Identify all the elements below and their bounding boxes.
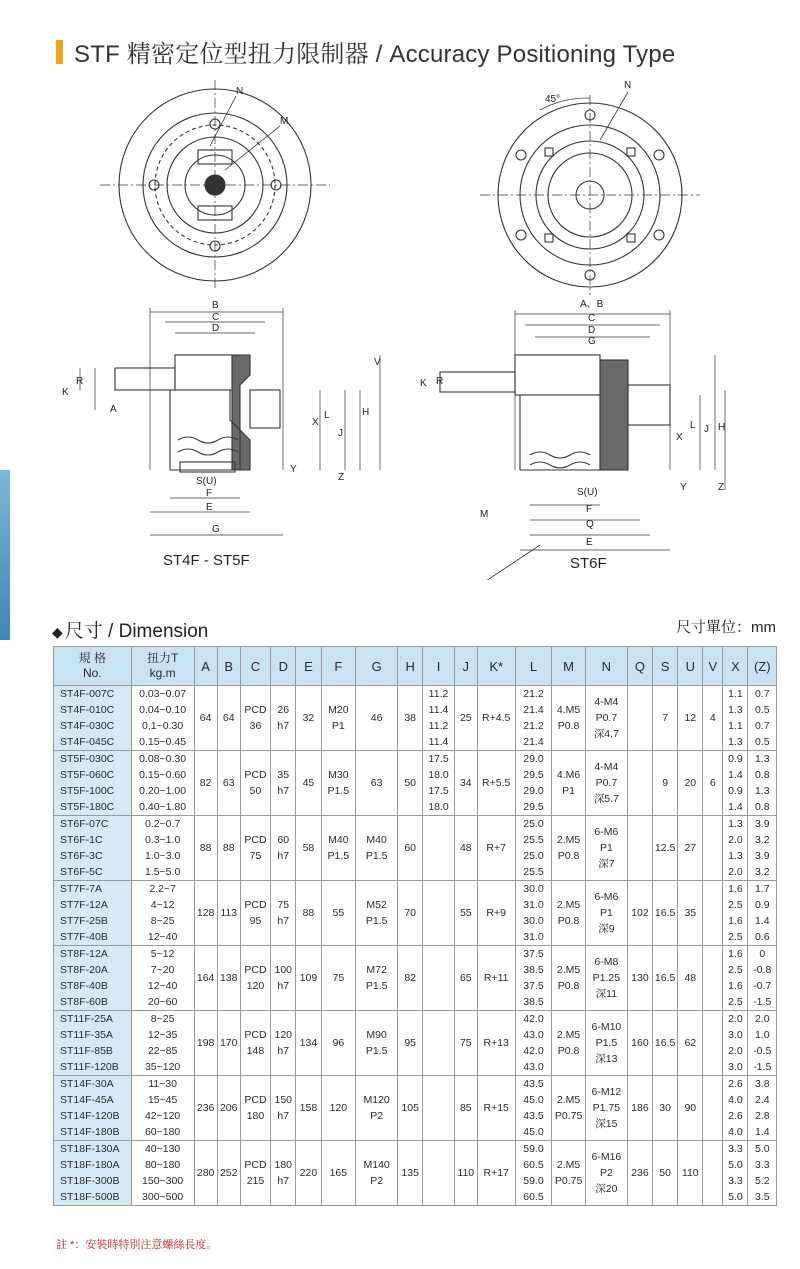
page-title: STF 精密定位型扭力限制器 / Accuracy Positioning Type bbox=[74, 41, 676, 68]
st4f-front-view bbox=[100, 80, 330, 290]
technical-drawings bbox=[0, 70, 800, 580]
torque-cell: 2.2~7 4~12 8~25 12~40 bbox=[131, 881, 194, 946]
st6f-side-view bbox=[440, 310, 725, 580]
cell-v bbox=[703, 881, 723, 946]
cell-v bbox=[703, 1011, 723, 1076]
cell-e: 158 bbox=[296, 1076, 321, 1141]
cell-j: 85 bbox=[454, 1076, 477, 1141]
label-f-right: F bbox=[586, 504, 593, 515]
column-header: Q bbox=[627, 647, 652, 686]
cell-e: 109 bbox=[296, 946, 321, 1011]
cell-k: R+4.5 bbox=[477, 686, 515, 751]
cell-s: 12.5 bbox=[653, 816, 678, 881]
column-header: E bbox=[296, 647, 321, 686]
cell-c: PCD 95 bbox=[240, 881, 270, 946]
cell-h: 60 bbox=[398, 816, 423, 881]
cell-m: 2.M5 P0.8 bbox=[552, 816, 586, 881]
column-header: J bbox=[454, 647, 477, 686]
dimension-table bbox=[53, 646, 777, 1206]
cell-g: M72 P1.5 bbox=[356, 946, 398, 1011]
cell-b: 113 bbox=[217, 881, 240, 946]
cell-u: 48 bbox=[678, 946, 703, 1011]
cell-n: 6-M6 P1 深7 bbox=[585, 816, 627, 881]
cell-g: M40 P1.5 bbox=[356, 816, 398, 881]
cell-h: 135 bbox=[398, 1141, 423, 1206]
cell-s: 16.5 bbox=[653, 946, 678, 1011]
cell-a: 236 bbox=[194, 1076, 217, 1141]
label-m-right: M bbox=[480, 509, 489, 520]
cell-z: 3.8 2.4 2.8 1.4 bbox=[748, 1076, 777, 1141]
table-row bbox=[54, 1141, 777, 1206]
label-f-left: F bbox=[206, 488, 213, 499]
label-q-right: Q bbox=[586, 519, 594, 530]
cell-k: R+9 bbox=[477, 881, 515, 946]
cell-s: 16.5 bbox=[653, 881, 678, 946]
torque-cell: 40~130 80~180 150~300 300~500 bbox=[131, 1141, 194, 1206]
column-header: 扭力T kg.m bbox=[131, 647, 194, 686]
cell-n: 4-M4 P0.7 深5.7 bbox=[585, 751, 627, 816]
cell-l: 42.0 43.0 42.0 43.0 bbox=[515, 1011, 552, 1076]
cell-c: PCD 75 bbox=[240, 816, 270, 881]
cell-d: 100 h7 bbox=[271, 946, 296, 1011]
cell-k: R+15 bbox=[477, 1076, 515, 1141]
column-header: 規 格 No. bbox=[54, 647, 132, 686]
label-k-left: K bbox=[62, 387, 69, 398]
cell-z: 1.3 0.8 1.3 0.8 bbox=[748, 751, 777, 816]
label-j-left: J bbox=[338, 428, 343, 439]
cell-n: 6-M6 P1 深9 bbox=[585, 881, 627, 946]
column-header: B bbox=[217, 647, 240, 686]
table-row bbox=[54, 816, 777, 881]
table-row bbox=[54, 751, 777, 816]
cell-a: 128 bbox=[194, 881, 217, 946]
column-header: V bbox=[703, 647, 723, 686]
cell-c: PCD 148 bbox=[240, 1011, 270, 1076]
label-z-right: Z bbox=[718, 482, 725, 493]
label-n-left: N bbox=[236, 86, 244, 97]
cell-k: R+13 bbox=[477, 1011, 515, 1076]
cell-e: 32 bbox=[296, 686, 321, 751]
cell-b: 252 bbox=[217, 1141, 240, 1206]
cell-d: 75 h7 bbox=[271, 881, 296, 946]
cell-g: M52 P1.5 bbox=[356, 881, 398, 946]
column-header: A bbox=[194, 647, 217, 686]
cell-g: M140 P2 bbox=[356, 1141, 398, 1206]
cell-q: 236 bbox=[627, 1141, 652, 1206]
column-header: K* bbox=[477, 647, 515, 686]
cell-v bbox=[703, 816, 723, 881]
cell-f: M30 P1.5 bbox=[321, 751, 356, 816]
label-n-right: N bbox=[624, 80, 632, 91]
model-cell: ST14F-30A ST14F-45A ST14F-120B ST14F-180B bbox=[54, 1076, 132, 1141]
cell-d: 26 h7 bbox=[271, 686, 296, 751]
column-header: M bbox=[552, 647, 586, 686]
torque-cell: 5~12 7~20 12~40 20~60 bbox=[131, 946, 194, 1011]
cell-j: 34 bbox=[454, 751, 477, 816]
footnote: 註 *：安裝時特別注意螺絲長度。 bbox=[56, 1239, 218, 1251]
cell-m: 4.M6 P1 bbox=[552, 751, 586, 816]
label-45-right: 45° bbox=[545, 94, 561, 105]
column-header: L bbox=[515, 647, 552, 686]
torque-cell: 8~25 12~35 22~85 35~120 bbox=[131, 1011, 194, 1076]
label-k-right: K bbox=[420, 378, 427, 389]
label-e-left: E bbox=[206, 502, 213, 513]
cell-s: 9 bbox=[653, 751, 678, 816]
cell-l: 29.0 29.5 29.0 29.5 bbox=[515, 751, 552, 816]
label-l-right: L bbox=[690, 420, 696, 431]
table-row bbox=[54, 686, 777, 751]
cell-s: 50 bbox=[653, 1141, 678, 1206]
cell-e: 220 bbox=[296, 1141, 321, 1206]
cell-i: 11.2 11.4 11.2 11.4 bbox=[423, 686, 454, 751]
cell-n: 6-M10 P1.5 深13 bbox=[585, 1011, 627, 1076]
table-row bbox=[54, 1011, 777, 1076]
column-header: (Z) bbox=[748, 647, 777, 686]
cell-d: 35 h7 bbox=[271, 751, 296, 816]
st4f-side-view bbox=[80, 308, 380, 535]
cell-b: 170 bbox=[217, 1011, 240, 1076]
model-cell: ST18F-130A ST18F-180A ST18F-300B ST18F-500B bbox=[54, 1141, 132, 1206]
section-heading bbox=[52, 616, 208, 643]
cell-f: M40 P1.5 bbox=[321, 816, 356, 881]
column-header: G bbox=[356, 647, 398, 686]
label-g-left: G bbox=[212, 524, 220, 535]
cell-d: 60 h7 bbox=[271, 816, 296, 881]
label-su-left: S(U) bbox=[196, 476, 217, 487]
cell-l: 25.0 25.5 25.0 25.5 bbox=[515, 816, 552, 881]
cell-v bbox=[703, 1141, 723, 1206]
cell-x: 2.6 4.0 2.6 4.0 bbox=[723, 1076, 748, 1141]
cell-e: 134 bbox=[296, 1011, 321, 1076]
column-header: I bbox=[423, 647, 454, 686]
caption-st4f-st5f: ST4F - ST5F bbox=[163, 552, 250, 569]
cell-a: 280 bbox=[194, 1141, 217, 1206]
label-d-left: D bbox=[212, 323, 220, 334]
cell-m: 4.M5 P0.8 bbox=[552, 686, 586, 751]
label-h-left: H bbox=[362, 407, 370, 418]
cell-u: 27 bbox=[678, 816, 703, 881]
cell-i bbox=[423, 946, 454, 1011]
cell-n: 6-M16 P2 深20 bbox=[585, 1141, 627, 1206]
cell-h: 82 bbox=[398, 946, 423, 1011]
label-v-left: V bbox=[374, 357, 381, 368]
table-header-row bbox=[54, 647, 777, 686]
model-cell: ST8F-12A ST8F-20A ST8F-40B ST8F-60B bbox=[54, 946, 132, 1011]
units-label: 尺寸單位：mm bbox=[676, 619, 776, 636]
label-l-left: L bbox=[324, 410, 330, 421]
cell-j: 65 bbox=[454, 946, 477, 1011]
cell-x: 2.0 3.0 2.0 3.0 bbox=[723, 1011, 748, 1076]
label-b-left: B bbox=[212, 300, 219, 311]
cell-g: 63 bbox=[356, 751, 398, 816]
cell-n: 6-M12 P1.75 深15 bbox=[585, 1076, 627, 1141]
st6f-front-view bbox=[480, 92, 700, 295]
cell-i bbox=[423, 1141, 454, 1206]
cell-b: 88 bbox=[217, 816, 240, 881]
caption-st6f: ST6F bbox=[570, 555, 607, 572]
cell-z: 2.0 1.0 -0.5 -1.5 bbox=[748, 1011, 777, 1076]
cell-v bbox=[703, 946, 723, 1011]
cell-l: 21.2 21.4 21.2 21.4 bbox=[515, 686, 552, 751]
cell-a: 164 bbox=[194, 946, 217, 1011]
cell-d: 180 h7 bbox=[271, 1141, 296, 1206]
cell-l: 43.5 45.0 43.5 45.0 bbox=[515, 1076, 552, 1141]
cell-x: 1.3 2.0 1.3 2.0 bbox=[723, 816, 748, 881]
label-d-right: D bbox=[588, 325, 596, 336]
label-r-left: R bbox=[76, 376, 84, 387]
title-accent-bar bbox=[56, 40, 63, 64]
cell-h: 70 bbox=[398, 881, 423, 946]
cell-k: R+17 bbox=[477, 1141, 515, 1206]
model-cell: ST6F-07C ST6F-1C ST6F-3C ST6F-5C bbox=[54, 816, 132, 881]
cell-e: 58 bbox=[296, 816, 321, 881]
cell-x: 1.6 2.5 1.6 2.5 bbox=[723, 881, 748, 946]
label-y-left: Y bbox=[290, 464, 297, 475]
torque-cell: 0.08~0.30 0.15~0.60 0.20~1.00 0.40~1.80 bbox=[131, 751, 194, 816]
cell-m: 2.M5 P0.8 bbox=[552, 881, 586, 946]
cell-v bbox=[703, 1076, 723, 1141]
label-a-left: A bbox=[110, 404, 117, 415]
cell-n: 4-M4 P0.7 深4.7 bbox=[585, 686, 627, 751]
cell-d: 150 h7 bbox=[271, 1076, 296, 1141]
cell-b: 63 bbox=[217, 751, 240, 816]
cell-f: 75 bbox=[321, 946, 356, 1011]
model-cell: ST11F-25A ST11F-35A ST11F-85B ST11F-120B bbox=[54, 1011, 132, 1076]
cell-e: 88 bbox=[296, 881, 321, 946]
cell-g: M90 P1.5 bbox=[356, 1011, 398, 1076]
label-y-right: Y bbox=[680, 482, 687, 493]
cell-z: 5.0 3.3 5.2 3.5 bbox=[748, 1141, 777, 1206]
cell-z: 3.9 3.2 3.9 3.2 bbox=[748, 816, 777, 881]
cell-e: 45 bbox=[296, 751, 321, 816]
cell-f: 55 bbox=[321, 881, 356, 946]
cell-u: 110 bbox=[678, 1141, 703, 1206]
column-header: F bbox=[321, 647, 356, 686]
cell-q bbox=[627, 816, 652, 881]
cell-d: 120 h7 bbox=[271, 1011, 296, 1076]
label-r-right: R bbox=[436, 376, 444, 387]
cell-f: 120 bbox=[321, 1076, 356, 1141]
cell-q: 102 bbox=[627, 881, 652, 946]
label-z-left: Z bbox=[338, 472, 345, 483]
cell-k: R+5.5 bbox=[477, 751, 515, 816]
cell-j: 75 bbox=[454, 1011, 477, 1076]
cell-n: 6-M8 P1.25 深11 bbox=[585, 946, 627, 1011]
model-cell: ST7F-7A ST7F-12A ST7F-25B ST7F-40B bbox=[54, 881, 132, 946]
torque-cell: 0.2~0.7 0.3~1.0 1.0~3.0 1.5~5.0 bbox=[131, 816, 194, 881]
cell-u: 35 bbox=[678, 881, 703, 946]
cell-s: 7 bbox=[653, 686, 678, 751]
column-header: C bbox=[240, 647, 270, 686]
cell-h: 38 bbox=[398, 686, 423, 751]
cell-f: M20 P1 bbox=[321, 686, 356, 751]
cell-s: 16.5 bbox=[653, 1011, 678, 1076]
cell-c: PCD 36 bbox=[240, 686, 270, 751]
cell-k: R+7 bbox=[477, 816, 515, 881]
cell-h: 105 bbox=[398, 1076, 423, 1141]
cell-i bbox=[423, 1011, 454, 1076]
cell-i: 17.5 18.0 17.5 18.0 bbox=[423, 751, 454, 816]
label-ab-right: A、B bbox=[580, 299, 604, 310]
cell-x: 1.1 1.3 1.1 1.3 bbox=[723, 686, 748, 751]
cell-h: 50 bbox=[398, 751, 423, 816]
table-row bbox=[54, 1076, 777, 1141]
cell-j: 110 bbox=[454, 1141, 477, 1206]
label-e-right: E bbox=[586, 537, 593, 548]
cell-x: 3.3 5.0 3.3 5.0 bbox=[723, 1141, 748, 1206]
cell-h: 95 bbox=[398, 1011, 423, 1076]
cell-l: 59.0 60.5 59.0 60.5 bbox=[515, 1141, 552, 1206]
cell-u: 12 bbox=[678, 686, 703, 751]
label-h-right: H bbox=[718, 422, 726, 433]
cell-a: 64 bbox=[194, 686, 217, 751]
cell-x: 1.6 2.5 1.6 2.5 bbox=[723, 946, 748, 1011]
diamond-icon: ◆ bbox=[52, 624, 63, 640]
cell-m: 2.M5 P0.8 bbox=[552, 1011, 586, 1076]
label-x-left: X bbox=[312, 417, 319, 428]
cell-z: 0 -0.8 -0.7 -1.5 bbox=[748, 946, 777, 1011]
cell-g: 46 bbox=[356, 686, 398, 751]
cell-j: 55 bbox=[454, 881, 477, 946]
cell-m: 2.M5 P0.75 bbox=[552, 1141, 586, 1206]
cell-z: 1.7 0.9 1.4 0.6 bbox=[748, 881, 777, 946]
cell-l: 30.0 31.0 30.0 31.0 bbox=[515, 881, 552, 946]
model-cell: ST5F-030C ST5F-060C ST5F-100C ST5F-180C bbox=[54, 751, 132, 816]
cell-z: 0.7 0.5 0.7 0.5 bbox=[748, 686, 777, 751]
column-header: U bbox=[678, 647, 703, 686]
model-cell: ST4F-007C ST4F-010C ST4F-030C ST4F-045C bbox=[54, 686, 132, 751]
cell-c: PCD 180 bbox=[240, 1076, 270, 1141]
cell-q bbox=[627, 751, 652, 816]
torque-cell: 11~30 15~45 42~120 60~180 bbox=[131, 1076, 194, 1141]
cell-s: 30 bbox=[653, 1076, 678, 1141]
cell-i bbox=[423, 816, 454, 881]
column-header: N bbox=[585, 647, 627, 686]
cell-u: 90 bbox=[678, 1076, 703, 1141]
label-c-left: C bbox=[212, 312, 220, 323]
cell-v: 4 bbox=[703, 686, 723, 751]
cell-c: PCD 50 bbox=[240, 751, 270, 816]
section-heading-text: 尺寸 / Dimension bbox=[64, 621, 209, 642]
cell-c: PCD 215 bbox=[240, 1141, 270, 1206]
label-x-right: X bbox=[676, 432, 683, 443]
cell-u: 62 bbox=[678, 1011, 703, 1076]
torque-cell: 0.03~0.07 0.04~0.10 0.1~0.30 0.15~0.45 bbox=[131, 686, 194, 751]
cell-x: 0.9 1.4 0.9 1.4 bbox=[723, 751, 748, 816]
cell-c: PCD 120 bbox=[240, 946, 270, 1011]
cell-m: 2.M5 P0.8 bbox=[552, 946, 586, 1011]
cell-a: 198 bbox=[194, 1011, 217, 1076]
cell-v: 6 bbox=[703, 751, 723, 816]
cell-f: 96 bbox=[321, 1011, 356, 1076]
cell-g: M120 P2 bbox=[356, 1076, 398, 1141]
cell-a: 88 bbox=[194, 816, 217, 881]
table-row bbox=[54, 946, 777, 1011]
cell-l: 37.5 38.5 37.5 38.5 bbox=[515, 946, 552, 1011]
column-header: S bbox=[653, 647, 678, 686]
cell-j: 25 bbox=[454, 686, 477, 751]
cell-b: 64 bbox=[217, 686, 240, 751]
cell-q: 186 bbox=[627, 1076, 652, 1141]
cell-q: 160 bbox=[627, 1011, 652, 1076]
cell-a: 82 bbox=[194, 751, 217, 816]
label-j-right: J bbox=[704, 424, 709, 435]
column-header: X bbox=[723, 647, 748, 686]
cell-b: 138 bbox=[217, 946, 240, 1011]
cell-q: 130 bbox=[627, 946, 652, 1011]
label-m-left: M bbox=[280, 116, 289, 127]
label-c-right: C bbox=[588, 313, 596, 324]
cell-q bbox=[627, 686, 652, 751]
cell-b: 206 bbox=[217, 1076, 240, 1141]
cell-m: 2.M5 P0.75 bbox=[552, 1076, 586, 1141]
label-su-right: S(U) bbox=[577, 487, 598, 498]
table-row bbox=[54, 881, 777, 946]
cell-i bbox=[423, 1076, 454, 1141]
cell-j: 48 bbox=[454, 816, 477, 881]
cell-u: 20 bbox=[678, 751, 703, 816]
column-header: D bbox=[271, 647, 296, 686]
cell-f: 165 bbox=[321, 1141, 356, 1206]
column-header: H bbox=[398, 647, 423, 686]
cell-k: R+11 bbox=[477, 946, 515, 1011]
label-g-right: G bbox=[588, 336, 596, 347]
cell-i bbox=[423, 881, 454, 946]
